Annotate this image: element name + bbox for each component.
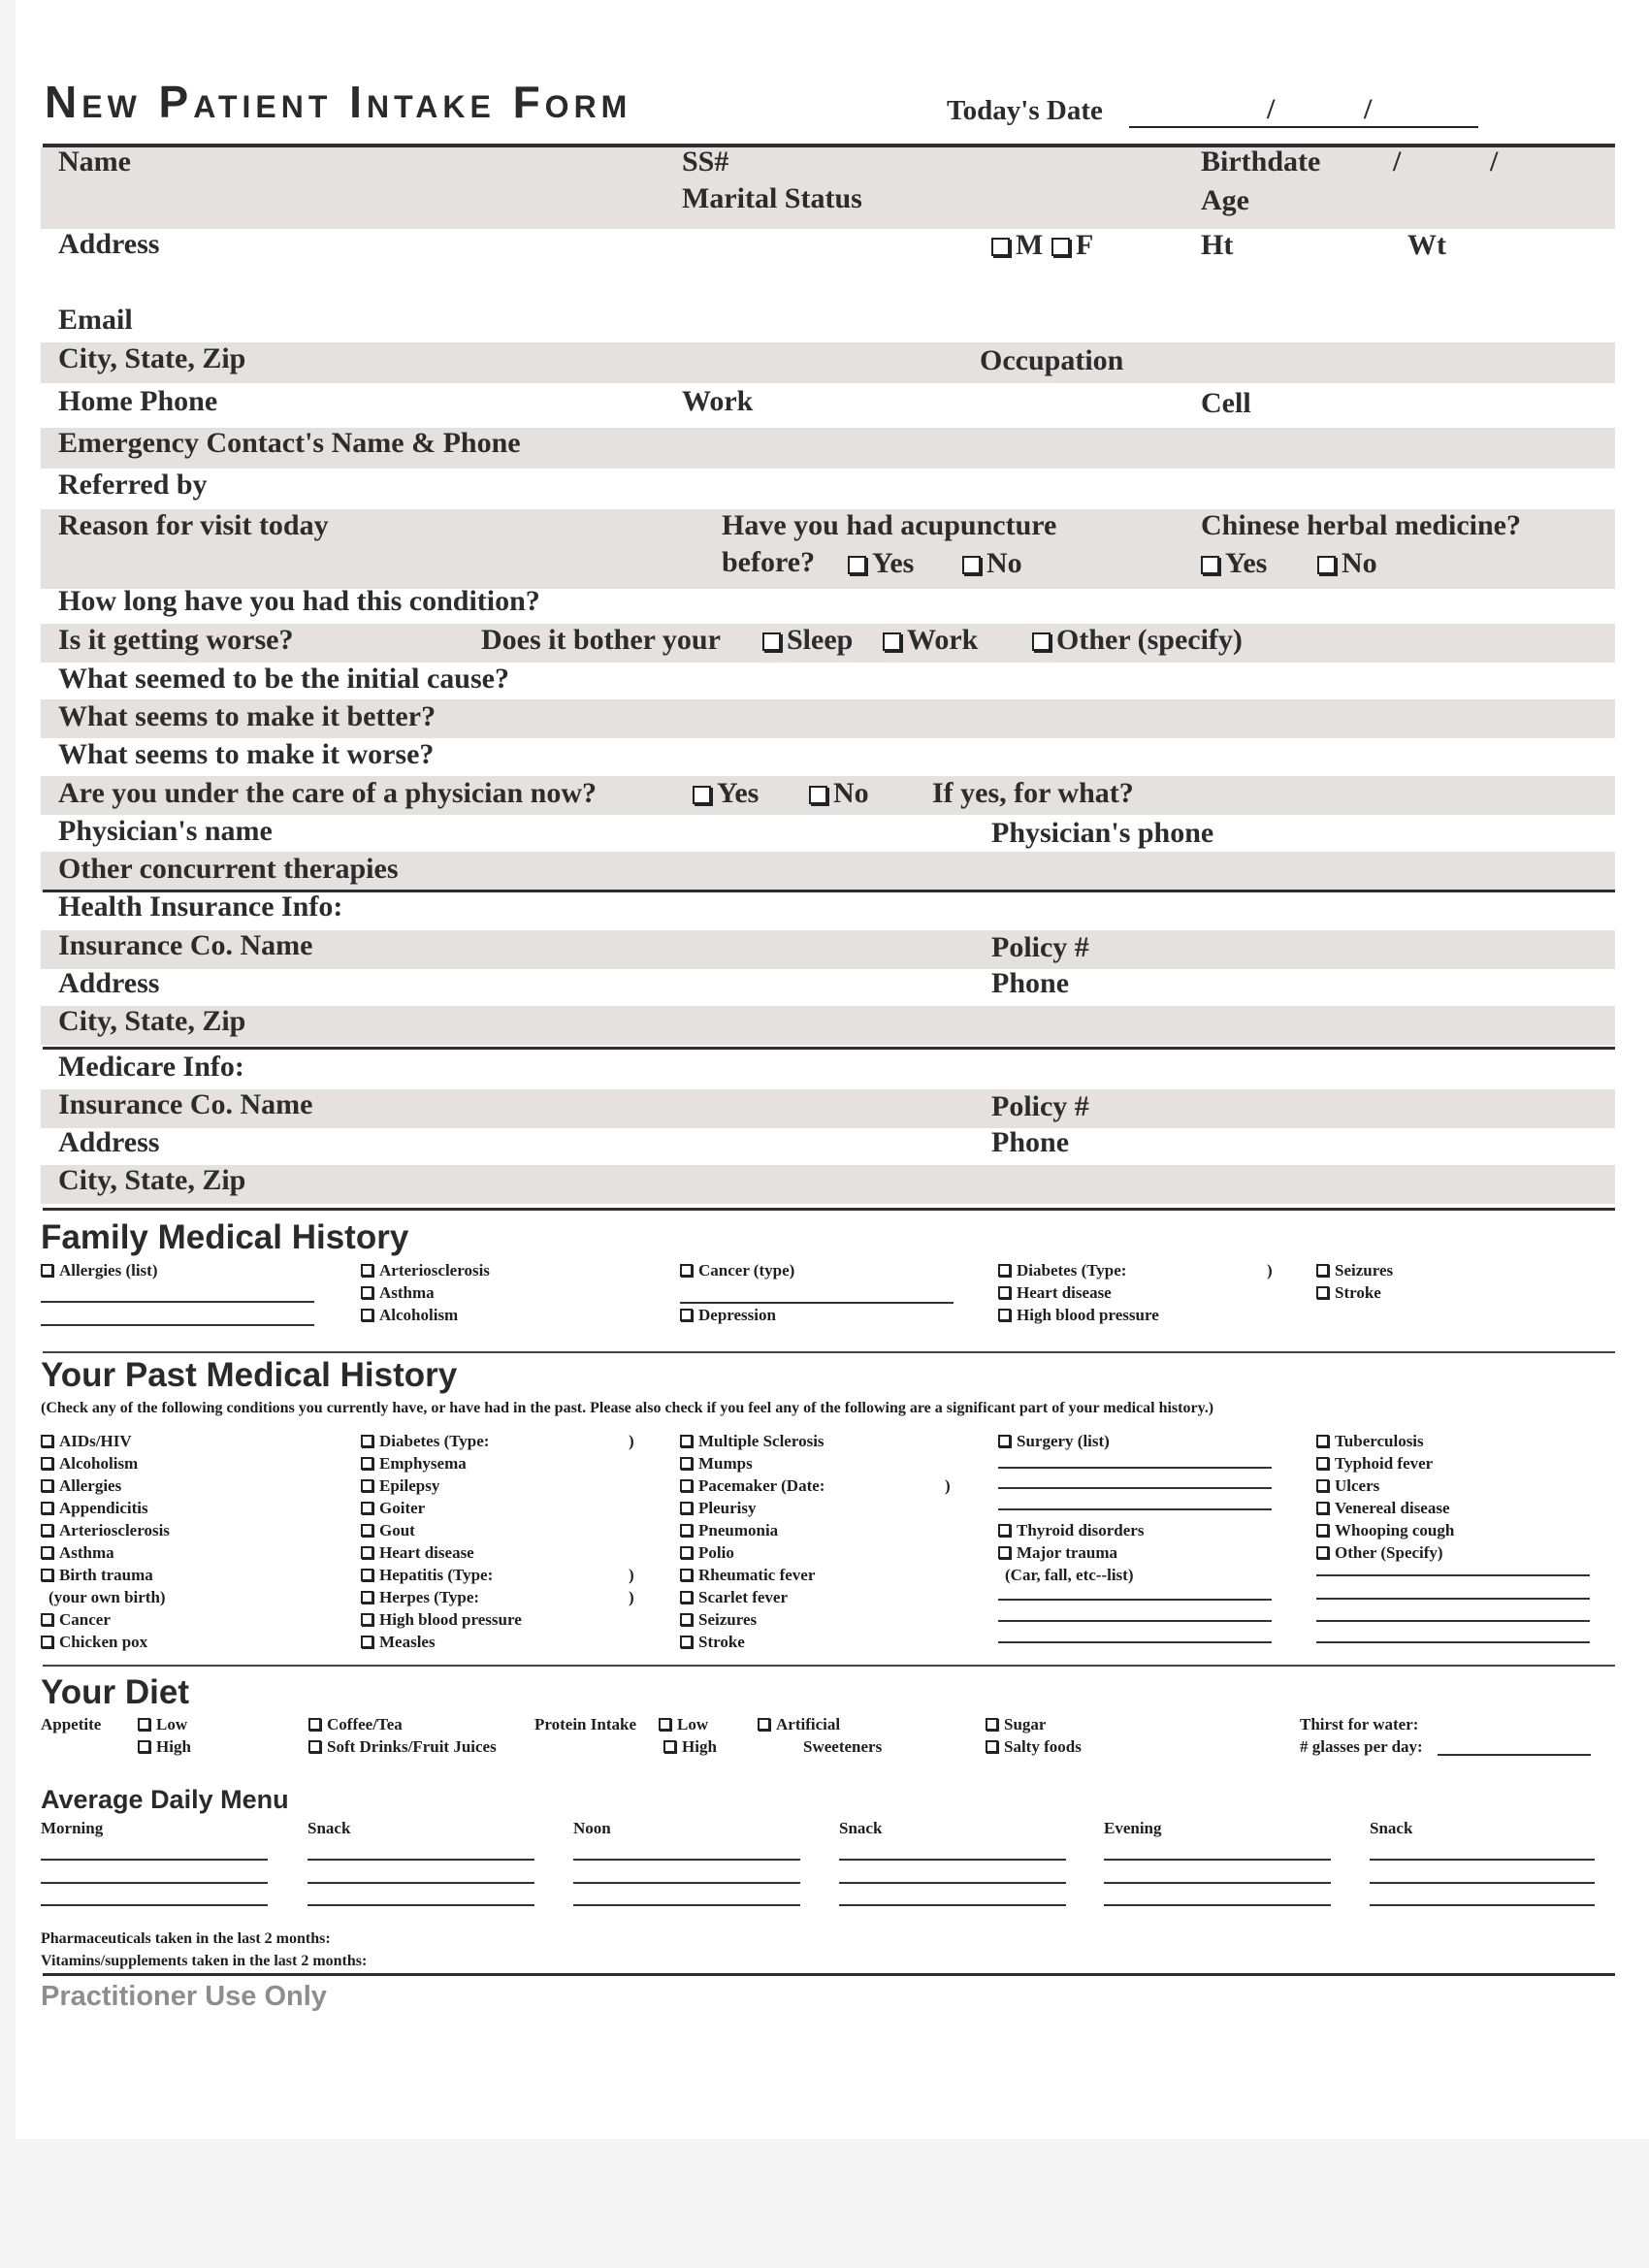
past-condition-option[interactable]: Stroke — [680, 1633, 745, 1652]
footer-rule — [43, 1973, 1615, 1976]
checkbox-icon[interactable] — [693, 786, 711, 804]
row-shade — [41, 1006, 1615, 1045]
family-arteriosclerosis-option[interactable]: Arteriosclerosis — [361, 1261, 490, 1280]
email-label: Email — [58, 304, 133, 336]
medicare-title: Medicare Info: — [58, 1051, 244, 1083]
meal-entry-line[interactable] — [573, 1882, 800, 1884]
checkbox-icon[interactable] — [1316, 1286, 1329, 1299]
checkbox-icon[interactable] — [41, 1524, 53, 1537]
past-condition-option[interactable]: Seizures — [680, 1610, 757, 1630]
intake-form-page — [16, 0, 1649, 2139]
protein-intake-label: Protein Intake — [534, 1715, 636, 1733]
past-condition-option[interactable]: Chicken pox — [41, 1633, 147, 1652]
checkbox-icon[interactable] — [308, 1718, 321, 1731]
checkbox-icon[interactable] — [986, 1740, 998, 1753]
bother-work-option[interactable]: Work — [883, 624, 978, 657]
checkbox-icon[interactable] — [998, 1264, 1011, 1277]
health-insurance-company-label: Insurance Co. Name — [58, 929, 313, 961]
health-policy-label: Policy # — [991, 931, 1089, 963]
checkbox-icon[interactable] — [41, 1479, 53, 1492]
makes-better-label: What seems to make it better? — [58, 700, 436, 732]
checkbox-icon[interactable] — [659, 1718, 671, 1731]
address-label: Address — [58, 228, 160, 260]
thirst-label: Thirst for water: — [1300, 1715, 1419, 1733]
past-condition-option[interactable]: Tuberculosis — [1316, 1432, 1424, 1451]
meal-entry-line[interactable] — [307, 1859, 534, 1861]
date-slash: / — [1267, 93, 1276, 125]
form-title: New Patient Intake Form — [45, 77, 632, 127]
other-specify-line[interactable] — [1316, 1598, 1590, 1600]
past-condition-option[interactable]: Epilepsy — [361, 1476, 439, 1496]
checkbox-icon[interactable] — [1316, 1524, 1329, 1537]
checkbox-icon[interactable] — [41, 1457, 53, 1470]
checkbox-icon[interactable] — [41, 1546, 53, 1559]
checkbox-icon[interactable] — [1317, 556, 1336, 574]
medicare-city-label: City, State, Zip — [58, 1164, 246, 1196]
acupuncture-question: Have you had acupuncture — [722, 509, 1057, 541]
family-seizures-option[interactable]: Seizures — [1316, 1261, 1393, 1280]
past-condition-option[interactable]: Appendicitis — [41, 1499, 148, 1518]
checkbox-icon[interactable] — [361, 1435, 373, 1447]
checkbox-icon[interactable] — [361, 1479, 373, 1492]
cancer-type-line[interactable] — [680, 1302, 954, 1304]
referred-by-label: Referred by — [58, 469, 208, 501]
makes-worse-label: What seems to make it worse? — [58, 738, 435, 770]
checkbox-icon[interactable] — [361, 1524, 373, 1537]
past-thyroid-option[interactable]: Thyroid disorders — [998, 1521, 1144, 1540]
past-condition-option[interactable]: Ulcers — [1316, 1476, 1379, 1496]
meal-label: Morning — [41, 1819, 104, 1837]
checkbox-icon[interactable] — [138, 1718, 150, 1731]
family-cancer-option[interactable]: Cancer (type) — [680, 1261, 794, 1280]
checkbox-icon[interactable] — [680, 1613, 693, 1626]
pharmaceuticals-label: Pharmaceuticals taken in the last 2 months: — [41, 1930, 331, 1947]
meal-entry-line[interactable] — [41, 1882, 268, 1884]
past-condition-option[interactable]: Typhoid fever — [1316, 1454, 1433, 1474]
sugar-option[interactable]: Sugar — [986, 1715, 1046, 1734]
surgery-line[interactable] — [998, 1467, 1272, 1469]
checkbox-icon[interactable] — [1316, 1435, 1329, 1447]
other-specify-line[interactable] — [1316, 1574, 1590, 1576]
meal-label: Snack — [839, 1819, 883, 1837]
checkbox-icon[interactable] — [1051, 238, 1070, 256]
salty-foods-option[interactable]: Salty foods — [986, 1737, 1082, 1757]
meal-label: Evening — [1104, 1819, 1162, 1837]
past-surgery-option[interactable]: Surgery (list) — [998, 1432, 1110, 1451]
checkbox-icon[interactable] — [1201, 556, 1219, 574]
cell-phone-label: Cell — [1201, 387, 1251, 419]
glasses-per-day-label: # glasses per day: — [1300, 1737, 1423, 1756]
glasses-per-day-field[interactable] — [1438, 1754, 1591, 1756]
checkbox-icon[interactable] — [991, 238, 1010, 256]
reason-for-visit-label: Reason for visit today — [58, 509, 329, 541]
checkbox-icon[interactable] — [361, 1264, 373, 1277]
meal-entry-line[interactable] — [41, 1904, 268, 1906]
checkbox-icon[interactable] — [41, 1502, 53, 1514]
checkbox-icon[interactable] — [361, 1309, 373, 1321]
herbal-no-option[interactable]: No — [1317, 547, 1377, 580]
past-condition-option[interactable]: High blood pressure — [361, 1610, 522, 1630]
past-condition-option[interactable]: Other (Specify) — [1316, 1543, 1443, 1563]
weight-label: Wt — [1407, 229, 1446, 261]
major-trauma-note: (Car, fall, etc--list) — [1005, 1566, 1134, 1584]
past-condition-option[interactable]: Pleurisy — [680, 1499, 757, 1518]
acupuncture-before-label: before? — [722, 546, 816, 578]
past-condition-option[interactable]: Alcoholism — [41, 1454, 138, 1474]
past-condition-option[interactable]: Multiple Sclerosis — [680, 1432, 824, 1451]
past-condition-option[interactable]: Diabetes (Type: — [361, 1432, 489, 1451]
practitioner-use-label: Practitioner Use Only — [41, 1981, 327, 2012]
checkbox-icon[interactable] — [1316, 1546, 1329, 1559]
city-state-zip-label: City, State, Zip — [58, 342, 246, 374]
meal-entry-line[interactable] — [307, 1904, 534, 1906]
sex-male-option[interactable]: M — [991, 229, 1043, 262]
meal-entry-line[interactable] — [573, 1859, 800, 1861]
checkbox-icon[interactable] — [361, 1613, 373, 1626]
checkbox-icon[interactable] — [1316, 1479, 1329, 1492]
medicare-policy-label: Policy # — [991, 1090, 1089, 1122]
family-heart-disease-option[interactable]: Heart disease — [998, 1283, 1112, 1303]
past-condition-option[interactable]: Polio — [680, 1543, 734, 1563]
birthdate-slash: / — [1393, 146, 1402, 178]
past-condition-option[interactable]: Rheumatic fever — [680, 1566, 815, 1585]
past-condition-option[interactable]: Scarlet fever — [680, 1588, 788, 1607]
allergies-line[interactable] — [41, 1301, 314, 1303]
surgery-line[interactable] — [998, 1508, 1272, 1510]
section-rule — [43, 1208, 1615, 1211]
todays-date-label: Today's Date — [947, 95, 1103, 126]
family-diabetes-option[interactable]: Diabetes (Type: — [998, 1261, 1126, 1280]
checkbox-icon[interactable] — [41, 1435, 53, 1447]
physician-phone-label: Physician's phone — [991, 817, 1214, 849]
past-condition-option[interactable]: Cancer — [41, 1610, 111, 1630]
checkbox-icon[interactable] — [1316, 1457, 1329, 1470]
acupuncture-no-option[interactable]: No — [962, 547, 1022, 580]
checkbox-icon[interactable] — [680, 1309, 693, 1321]
date-slash: / — [1364, 93, 1373, 125]
herbal-medicine-question: Chinese herbal medicine? — [1201, 509, 1521, 541]
checkbox-icon[interactable] — [680, 1524, 693, 1537]
checkbox-icon[interactable] — [998, 1309, 1011, 1321]
checkbox-icon[interactable] — [138, 1740, 150, 1753]
home-phone-label: Home Phone — [58, 385, 218, 417]
past-condition-option[interactable]: Gout — [361, 1521, 415, 1540]
checkbox-icon[interactable] — [680, 1636, 693, 1648]
row-shade — [41, 342, 1615, 383]
appetite-label: Appetite — [41, 1715, 102, 1733]
artificial-sweeteners-option[interactable]: Artificial — [758, 1715, 840, 1734]
meal-entry-line[interactable] — [1370, 1904, 1595, 1906]
vitamins-label: Vitamins/supplements taken in the last 2 months: — [41, 1953, 368, 1969]
section-rule — [43, 1351, 1615, 1353]
herbal-yes-option[interactable]: Yes — [1201, 547, 1267, 580]
bother-label: Does it bother your — [481, 624, 721, 656]
diabetes-paren: ) — [629, 1432, 634, 1450]
allergies-line[interactable] — [41, 1324, 314, 1326]
meal-entry-line[interactable] — [839, 1859, 1066, 1861]
past-condition-option[interactable]: Birth trauma — [41, 1566, 153, 1585]
past-condition-option[interactable]: Venereal disease — [1316, 1499, 1450, 1518]
meal-entry-line[interactable] — [307, 1882, 534, 1884]
checkbox-icon[interactable] — [883, 632, 901, 651]
checkbox-icon[interactable] — [809, 786, 827, 804]
checkbox-icon[interactable] — [361, 1546, 373, 1559]
past-condition-option[interactable]: Measles — [361, 1633, 436, 1652]
meal-entry-line[interactable] — [839, 1882, 1066, 1884]
physician-name-label: Physician's name — [58, 815, 273, 847]
concurrent-therapies-label: Other concurrent therapies — [58, 853, 399, 885]
trauma-line[interactable] — [998, 1641, 1272, 1643]
past-condition-option[interactable]: AIDs/HIV — [41, 1432, 132, 1451]
family-stroke-option[interactable]: Stroke — [1316, 1283, 1381, 1303]
section-rule — [43, 1047, 1615, 1050]
height-label: Ht — [1201, 229, 1234, 261]
soft-drinks-option[interactable]: Soft Drinks/Fruit Juices — [308, 1737, 497, 1757]
checkbox-icon[interactable] — [41, 1636, 53, 1648]
other-specify-line[interactable] — [1316, 1620, 1590, 1622]
checkbox-icon[interactable] — [962, 556, 981, 574]
meal-label: Snack — [307, 1819, 351, 1837]
checkbox-icon[interactable] — [848, 556, 866, 574]
checkbox-icon[interactable] — [680, 1569, 693, 1581]
checkbox-icon[interactable] — [41, 1569, 53, 1581]
protein-low-option[interactable]: Low — [659, 1715, 708, 1734]
past-history-instructions: (Check any of the following conditions you currently have, or have had in the past. Please also check if you feel any of the following are a significant part of your medical history.) — [41, 1400, 1214, 1416]
meal-label: Noon — [573, 1819, 611, 1837]
meal-entry-line[interactable] — [839, 1904, 1066, 1906]
checkbox-icon[interactable] — [361, 1286, 373, 1299]
meal-entry-line[interactable] — [1370, 1882, 1595, 1884]
meal-label: Snack — [1370, 1819, 1413, 1837]
name-label: Name — [58, 146, 131, 178]
bother-other-option[interactable]: Other (specify) — [1032, 624, 1243, 657]
past-history-title: Your Past Medical History — [41, 1356, 458, 1394]
checkbox-icon[interactable] — [680, 1546, 693, 1559]
meal-entry-line[interactable] — [1104, 1904, 1331, 1906]
checkbox-icon[interactable] — [998, 1546, 1011, 1559]
ss-label: SS# — [682, 146, 729, 178]
sex-female-option[interactable]: F — [1051, 229, 1093, 262]
checkbox-icon[interactable] — [986, 1718, 998, 1731]
past-condition-option[interactable]: Pneumonia — [680, 1521, 778, 1540]
physician-care-question: Are you under the care of a physician now? — [58, 777, 598, 809]
checkbox-icon[interactable] — [361, 1591, 373, 1604]
physician-no-option[interactable]: No — [809, 777, 869, 810]
hepatitis-paren: ) — [629, 1566, 634, 1584]
row-shade — [41, 1165, 1615, 1204]
checkbox-icon[interactable] — [308, 1740, 321, 1753]
herpes-paren: ) — [629, 1588, 634, 1606]
meal-entry-line[interactable] — [1104, 1859, 1331, 1861]
checkbox-icon[interactable] — [680, 1435, 693, 1447]
checkbox-icon[interactable] — [762, 632, 781, 651]
checkbox-icon[interactable] — [680, 1264, 693, 1277]
sweeteners-label: Sweeteners — [803, 1737, 883, 1756]
marital-status-label: Marital Status — [682, 182, 862, 214]
checkbox-icon[interactable] — [41, 1264, 53, 1277]
past-condition-option[interactable]: Mumps — [680, 1454, 753, 1474]
health-address-label: Address — [58, 967, 160, 999]
past-condition-option[interactable]: Arteriosclerosis — [41, 1521, 170, 1540]
birth-trauma-note: (your own birth) — [48, 1588, 166, 1606]
bother-sleep-option[interactable]: Sleep — [762, 624, 853, 657]
emergency-contact-label: Emergency Contact's Name & Phone — [58, 427, 521, 459]
checkbox-icon[interactable] — [680, 1591, 693, 1604]
health-phone-label: Phone — [991, 967, 1070, 999]
other-specify-line[interactable] — [1316, 1641, 1590, 1643]
checkbox-icon[interactable] — [1032, 632, 1051, 651]
medicare-phone-label: Phone — [991, 1126, 1070, 1158]
trauma-line[interactable] — [998, 1599, 1272, 1601]
todays-date-field[interactable] — [1129, 126, 1478, 128]
health-city-label: City, State, Zip — [58, 1005, 246, 1037]
surgery-line[interactable] — [998, 1487, 1272, 1489]
family-depression-option[interactable]: Depression — [680, 1306, 776, 1325]
appetite-high-option[interactable]: High — [138, 1737, 191, 1757]
past-condition-option[interactable]: Whooping cough — [1316, 1521, 1454, 1540]
checkbox-icon[interactable] — [361, 1457, 373, 1470]
work-phone-label: Work — [682, 385, 754, 417]
coffee-tea-option[interactable]: Coffee/Tea — [308, 1715, 403, 1734]
meal-entry-line[interactable] — [1370, 1859, 1595, 1861]
past-major-trauma-option[interactable]: Major trauma — [998, 1543, 1117, 1563]
checkbox-icon[interactable] — [663, 1740, 676, 1753]
checkbox-icon[interactable] — [998, 1524, 1011, 1537]
initial-cause-label: What seemed to be the initial cause? — [58, 663, 509, 695]
checkbox-icon[interactable] — [361, 1569, 373, 1581]
past-condition-option[interactable]: Asthma — [41, 1543, 114, 1563]
section-rule — [43, 1665, 1615, 1667]
meal-entry-line[interactable] — [1104, 1882, 1331, 1884]
checkbox-icon[interactable] — [361, 1502, 373, 1514]
past-condition-option[interactable]: Heart disease — [361, 1543, 474, 1563]
past-condition-option[interactable]: Hepatitis (Type: — [361, 1566, 493, 1585]
checkbox-icon[interactable] — [998, 1286, 1011, 1299]
past-condition-option[interactable]: Allergies — [41, 1476, 121, 1496]
family-asthma-option[interactable]: Asthma — [361, 1283, 435, 1303]
birthdate-label: Birthdate — [1201, 146, 1321, 178]
family-alcoholism-option[interactable]: Alcoholism — [361, 1306, 458, 1325]
past-condition-option[interactable]: Pacemaker (Date: — [680, 1476, 824, 1496]
physician-yes-option[interactable]: Yes — [693, 777, 759, 810]
checkbox-icon[interactable] — [680, 1502, 693, 1514]
checkbox-icon[interactable] — [680, 1457, 693, 1470]
health-insurance-title: Health Insurance Info: — [58, 891, 343, 923]
past-condition-option[interactable]: Goiter — [361, 1499, 425, 1518]
checkbox-icon[interactable] — [361, 1636, 373, 1648]
appetite-low-option[interactable]: Low — [138, 1715, 187, 1734]
age-label: Age — [1201, 184, 1249, 216]
diabetes-paren: ) — [1267, 1261, 1273, 1280]
checkbox-icon[interactable] — [41, 1613, 53, 1626]
past-condition-option[interactable]: Herpes (Type: — [361, 1588, 479, 1607]
family-hbp-option[interactable]: High blood pressure — [998, 1306, 1159, 1325]
family-allergies-option[interactable]: Allergies (list) — [41, 1261, 158, 1280]
checkbox-icon[interactable] — [680, 1479, 693, 1492]
meal-entry-line[interactable] — [41, 1859, 268, 1861]
family-history-title: Family Medical History — [41, 1218, 409, 1256]
trauma-line[interactable] — [998, 1620, 1272, 1622]
pacemaker-paren: ) — [945, 1476, 951, 1495]
birthdate-slash: / — [1490, 146, 1499, 178]
acupuncture-yes-option[interactable]: Yes — [848, 547, 914, 580]
checkbox-icon[interactable] — [998, 1435, 1011, 1447]
medicare-address-label: Address — [58, 1126, 160, 1158]
diet-title: Your Diet — [41, 1673, 189, 1711]
past-condition-option[interactable]: Emphysema — [361, 1454, 467, 1474]
condition-duration-label: How long have you had this condition? — [58, 585, 540, 617]
if-yes-label: If yes, for what? — [932, 777, 1134, 809]
checkbox-icon[interactable] — [1316, 1264, 1329, 1277]
checkbox-icon[interactable] — [1316, 1502, 1329, 1514]
occupation-label: Occupation — [980, 344, 1124, 376]
medicare-company-label: Insurance Co. Name — [58, 1088, 313, 1120]
meal-entry-line[interactable] — [573, 1904, 800, 1906]
getting-worse-label: Is it getting worse? — [58, 624, 294, 656]
daily-menu-title: Average Daily Menu — [41, 1785, 289, 1814]
protein-high-option[interactable]: High — [663, 1737, 717, 1757]
checkbox-icon[interactable] — [758, 1718, 770, 1731]
